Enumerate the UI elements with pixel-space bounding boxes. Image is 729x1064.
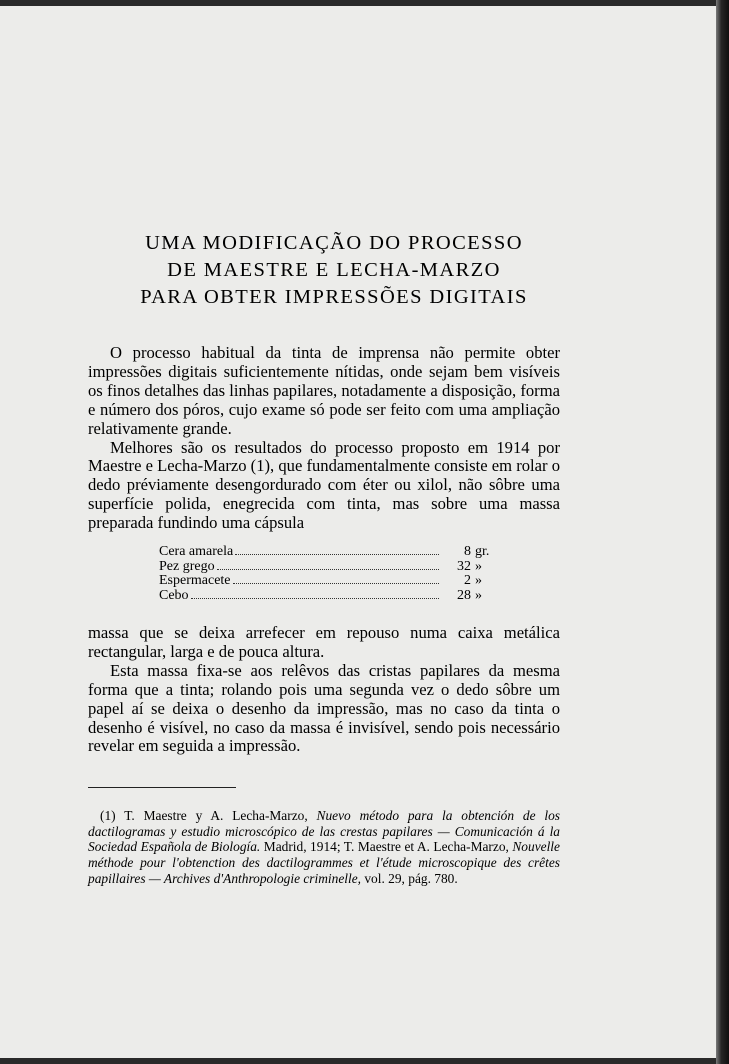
recipe-row [159, 574, 499, 589]
recipe-quantity: 28 [457, 587, 471, 603]
footnote-authors-1: T. Maestre y A. Lecha-Marzo, [124, 808, 308, 823]
recipe-unit: » [475, 573, 482, 589]
paragraph-3: massa que se deixa arrefecer em repouso numa caixa metálica rectangular, larga e de pouca altura. [88, 623, 560, 661]
recipe-unit: » [475, 587, 482, 603]
title-line-3: PARA OBTER IMPRESSÕES DIGITAIS [140, 286, 528, 308]
title-line-2: DE MAESTRE E LECHA-MARZO [167, 259, 501, 281]
recipe-row [159, 589, 499, 604]
dot-leader [235, 554, 439, 555]
footnote-title-2: Nouvelle méthode pour l'obtenction des dactilogrammes et l'étude microscopique des crêtes papillaires — Archives d'Anthropologie criminelle, [88, 839, 560, 886]
recipe-unit: » [475, 558, 482, 574]
footnote-place-2: vol. 29, pág. 780. [364, 870, 458, 886]
footnote-marker: (1) [100, 808, 116, 823]
recipe-quantity: 8 [464, 544, 471, 559]
body-block-2 [88, 624, 560, 756]
recipe-unit: gr. [475, 544, 490, 559]
recipe-ingredient: Cebo [159, 587, 189, 603]
article-title [88, 230, 580, 311]
footnote-separator [88, 787, 236, 788]
footnote-place-1: Madrid, 1914; T. Maestre et A. Lecha-Marzo, [263, 839, 509, 855]
footnote-title-1: Nuevo método para la obtención de los dactilogramas y estudio microscópico de las crestas papilares — Comunicación á la Sociedad Española de Biología. [88, 808, 561, 855]
paragraph-1: O processo habitual da tinta de imprensa não permite obter impressões digitais suficientemente nítidas, onde sejam bem visíveis os finos detalhes das linhas papilares, notadamente a disposição, forma e número dos póros, cujo exame só pode ser feito com uma ampliação relativamente grande. [88, 343, 560, 438]
dot-leader [217, 569, 439, 570]
footnote [88, 808, 560, 887]
paragraph-4: Esta massa fixa-se aos relêvos das cristas papilares da mesma forma que a tinta; rolando pois uma segunda vez o dedo sôbre um papel aí se deixa o desenho da impressão, mas no caso da tinta o desenho é visível, no caso da massa é invisível, sendo pois necessário revelar em seguida a impressão. [88, 660, 560, 756]
recipe-quantity: 2 [464, 573, 471, 589]
dot-leader [191, 598, 439, 599]
recipe-ingredient: Cera amarela [159, 544, 234, 559]
paragraph-2: Melhores são os resultados do processo proposto em 1914 por Maestre e Lecha-Marzo (1), que fundamentalmente consiste em rolar o dedo préviamente desengordurado com éter ou xilol, não sôbre uma superfície polida, enegrecida com tinta, mas sobre uma massa preparada fundindo uma cápsula [88, 437, 560, 533]
page-edge-shadow [716, 0, 729, 1064]
dot-leader [233, 583, 439, 584]
recipe-row [159, 545, 499, 560]
recipe-quantity: 32 [457, 558, 471, 574]
footnote-text [88, 808, 560, 887]
recipe-ingredient: Espermacete [159, 573, 231, 589]
recipe-table [159, 545, 499, 603]
body-block-1 [88, 344, 560, 533]
recipe-row [159, 560, 499, 575]
title-line-1: UMA MODIFICAÇÃO DO PROCESSO [145, 232, 523, 254]
recipe-ingredient: Pez grego [159, 558, 215, 574]
